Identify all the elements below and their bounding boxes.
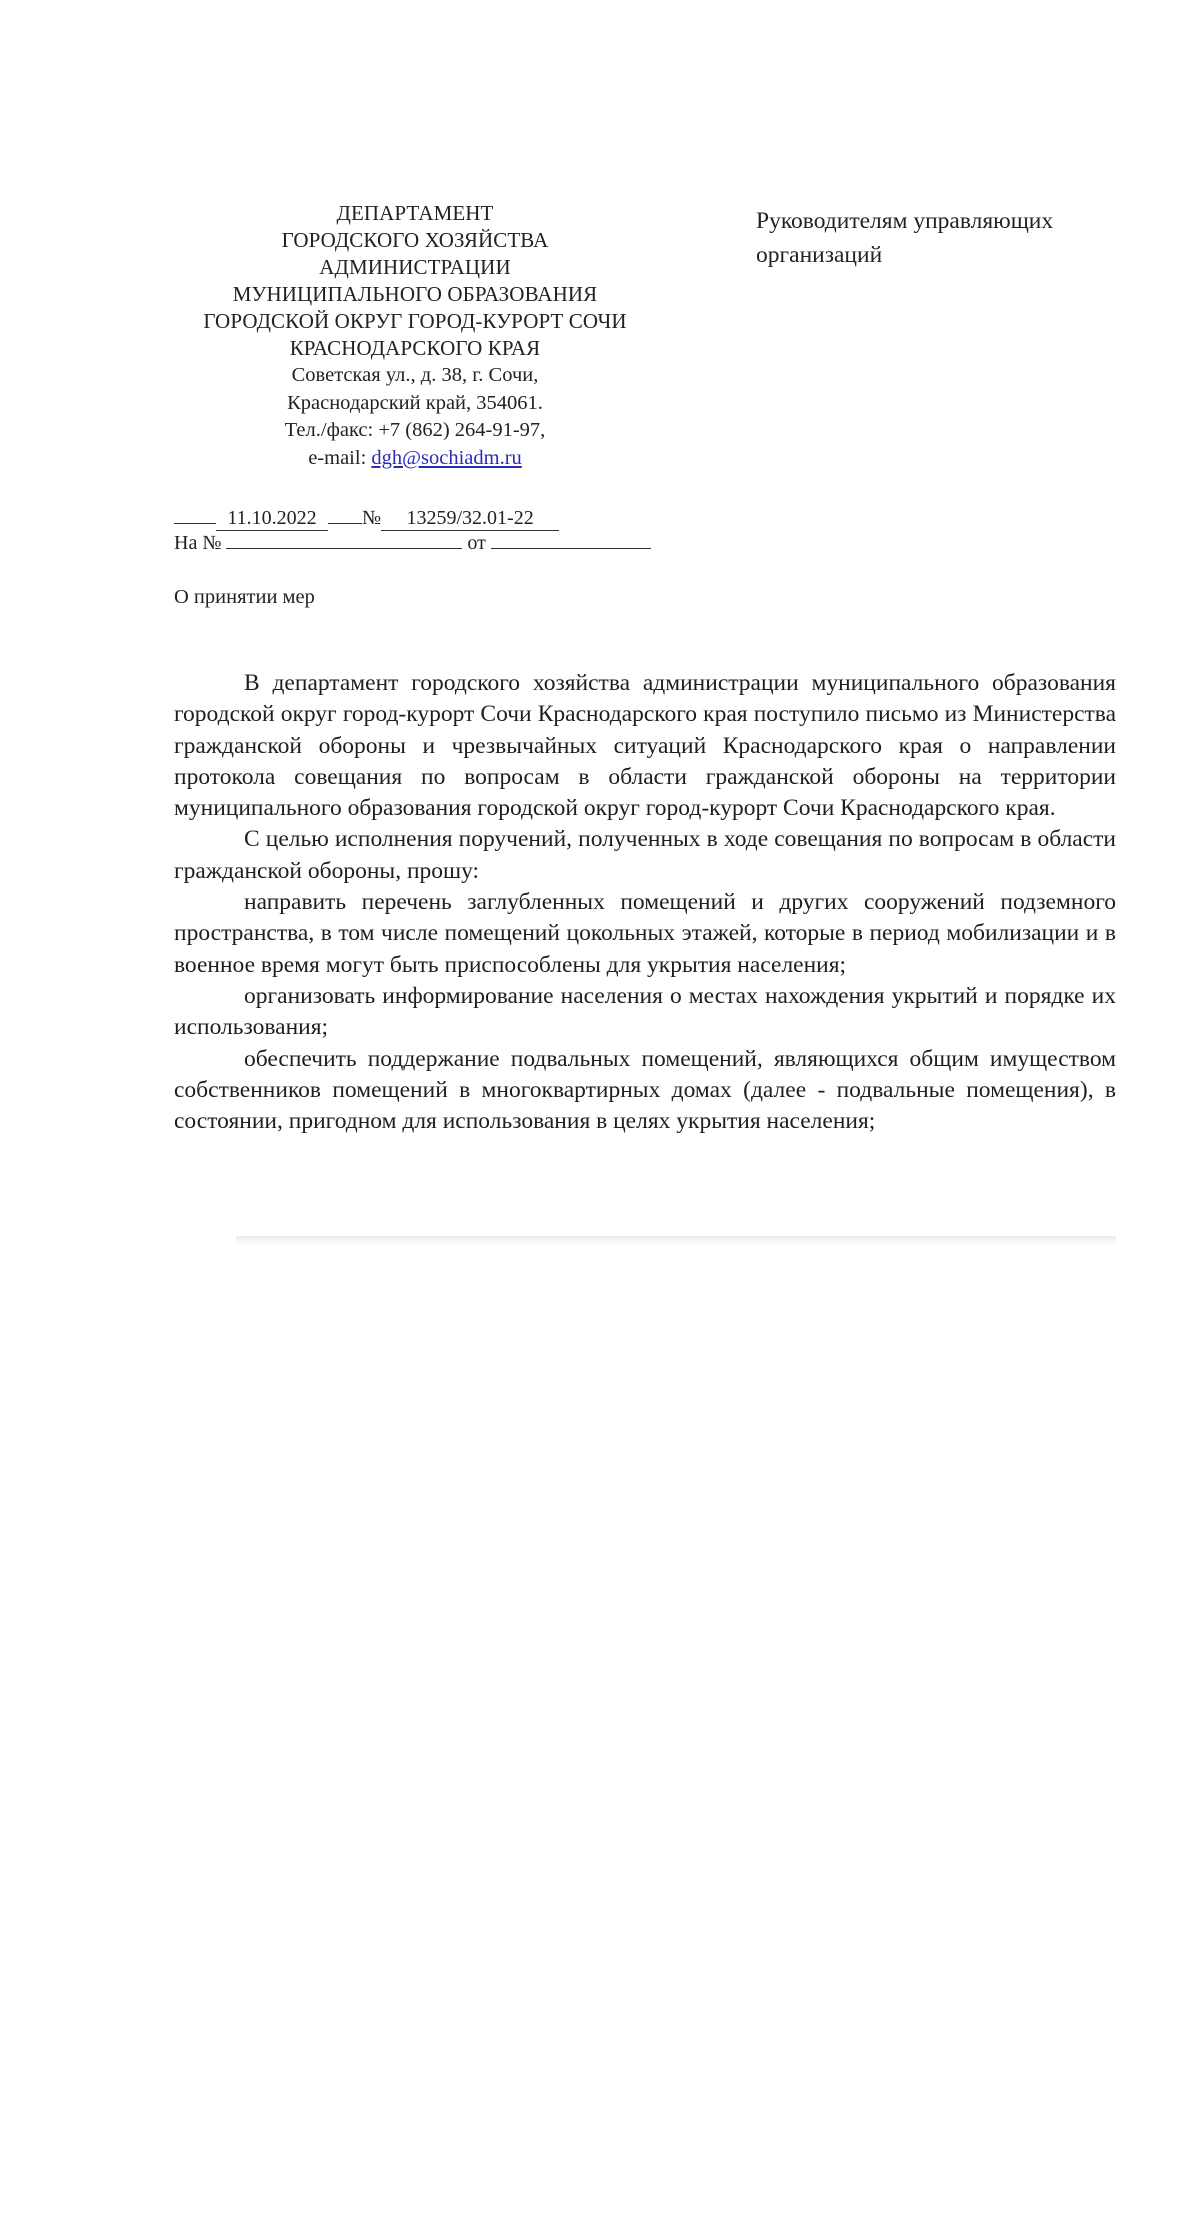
phone-line: Тел./факс: +7 (862) 264-91-97, bbox=[284, 419, 546, 441]
org-name-line: ДЕПАРТАМЕНТ bbox=[336, 201, 494, 225]
registration-number-label: № bbox=[362, 507, 382, 529]
reference-date-blank bbox=[491, 530, 651, 549]
body-paragraph: В департамент городского хозяйства администрации муниципального образования городской округ город-курорт Сочи Краснодарского края поступило письмо из Министерства гражданской обороны и чрезвычайных ситуаций Краснодарского края о направлении протокола совещания по вопросам в области гражданской обороны на территории муниципального образования городской округ город-курорт Сочи Краснодарского края. bbox=[174, 670, 1116, 822]
org-name-line: АДМИНИСТРАЦИИ bbox=[319, 255, 511, 279]
email-label: e-mail: bbox=[308, 446, 372, 469]
org-name-line: ГОРОДСКОГО ХОЗЯЙСТВА bbox=[281, 228, 549, 252]
reference-ot-label: от bbox=[467, 532, 486, 554]
cut-off-text-line bbox=[236, 1236, 1116, 1246]
body-paragraph: С целью исполнения поручений, полученных в ходе совещания по вопросам в области гражданской обороны, прошу: bbox=[174, 826, 1116, 884]
registration-date: 11.10.2022 bbox=[216, 506, 328, 531]
body-paragraph: направить перечень заглубленных помещений и других сооружений подземного пространства, в том числе помещений цокольных этажей, которые в период мобилизации и в военное время могут быть приспособлены для укрытия населения; bbox=[174, 889, 1116, 978]
letterhead bbox=[160, 200, 670, 472]
reference-line bbox=[174, 530, 651, 555]
blank-underline bbox=[328, 523, 362, 524]
registration-number: 13259/32.01-22 bbox=[381, 506, 559, 531]
address-line: Советская ул., д. 38, г. Сочи, bbox=[291, 364, 539, 386]
reference-number-blank bbox=[226, 530, 462, 549]
email-link[interactable]: dgh@sochiadm.ru bbox=[371, 446, 522, 469]
email-line bbox=[160, 445, 670, 473]
addressee: Руководителям управляющих организаций bbox=[756, 208, 1054, 268]
letter-body bbox=[174, 668, 1116, 1137]
body-paragraph: организовать информирование населения о местах нахождения укрытий и порядке их использования; bbox=[174, 982, 1116, 1041]
body-paragraph: обеспечить поддержание подвальных помещений, являющихся общим имуществом собственников помещений в многоквартирных домах (далее - подвальные помещения), в состоянии, пригодном для использования в целях укрытия населения; bbox=[174, 1045, 1116, 1135]
org-name-line: МУНИЦИПАЛЬНОГО ОБРАЗОВАНИЯ bbox=[232, 282, 598, 306]
address-line: Краснодарский край, 354061. bbox=[287, 391, 543, 414]
registration-line bbox=[174, 506, 559, 531]
org-name-line: ГОРОДСКОЙ ОКРУГ ГОРОД-КУРОРТ СОЧИ bbox=[203, 309, 627, 333]
org-name-line: КРАСНОДАРСКОГО КРАЯ bbox=[289, 336, 541, 360]
blank-underline bbox=[174, 523, 216, 524]
reference-na-label: На № bbox=[174, 532, 222, 554]
subject-line: О принятии мер bbox=[174, 586, 315, 608]
